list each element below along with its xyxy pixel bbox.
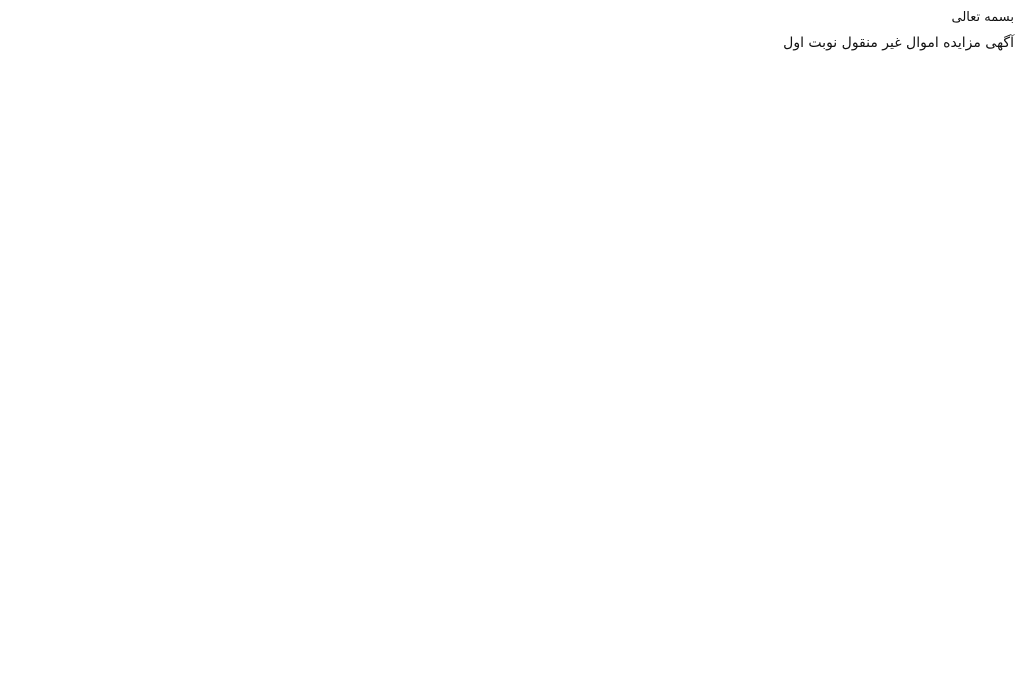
bismillah-heading: بسمه تعالی (951, 10, 1014, 25)
notice-title: آگهی مزایده اموال غیر منقول نوبت اول (783, 35, 1014, 51)
